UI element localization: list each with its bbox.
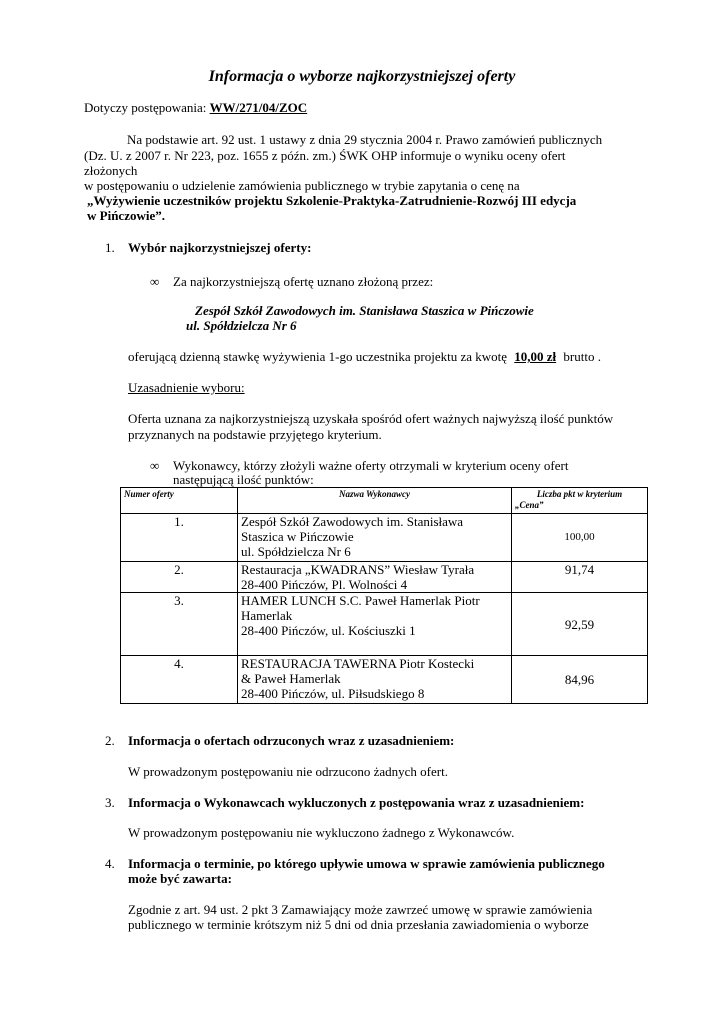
row-points: 92,59 <box>512 593 648 656</box>
price-value: 10,00 zł <box>514 349 557 364</box>
winner-address: ul. Spółdzielcza Nr 6 <box>186 318 297 333</box>
bullet-2-text-line-1: Wykonawcy, którzy złożyli ważne oferty otrzymali w kryterium oceny ofert <box>173 458 569 473</box>
section-1-heading: Wybór najkorzystniejszej oferty: <box>128 240 312 255</box>
section-2-number: 2. <box>105 733 115 748</box>
project-name-line-1: „Wyżywienie uczestników projektu Szkolenie-Praktyka-Zatrudnienie-Rozwój III edycja <box>87 193 577 208</box>
row-contractor-line-1: HAMER LUNCH S.C. Paweł Hamerlak Piotr <box>241 593 480 608</box>
price-prefix: oferującą dzienną stawkę wyżywienia 1-go uczestnika projektu za kwotę <box>128 349 508 364</box>
row-offer-number: 2. <box>121 562 238 593</box>
bullet-2-text-line-2: następującą ilość punktów: <box>173 472 314 487</box>
section-4-number: 4. <box>105 856 115 871</box>
row-contractor-line-2: 28-400 Pińczów, Pl. Wolności 4 <box>241 577 408 592</box>
row-offer-number: 1. <box>121 514 238 562</box>
header-points-line-1: Liczba pkt w kryterium <box>536 489 623 499</box>
row-contractor-line-3: ul. Spółdzielcza Nr 6 <box>241 544 351 559</box>
row-points: 84,96 <box>512 656 648 704</box>
table-row <box>121 593 648 656</box>
bullet-1-icon: ∞ <box>150 274 160 289</box>
winner-name: Zespół Szkół Zawodowych im. Stanisława Staszica w Pińczowie <box>195 303 534 318</box>
row-contractor-line-2: & Paweł Hamerlak <box>241 671 341 686</box>
justification-line-2: przyznanych na podstawie przyjętego kryterium. <box>128 427 382 442</box>
section-4-text-line-1: Zgodnie z art. 94 ust. 2 pkt 3 Zamawiający może zawrzeć umowę w sprawie zamówienia <box>128 902 593 917</box>
row-contractor-line-3: 28-400 Pińczów, ul. Kościuszki 1 <box>241 623 416 638</box>
section-3-heading: Informacja o Wykonawcach wykluczonych z postępowania wraz z uzasadnieniem: <box>128 795 585 810</box>
project-name-line-2: w Pińczowie”. <box>87 208 165 223</box>
bullet-1-text: Za najkorzystniejszą ofertę uznano złożoną przez: <box>173 274 434 289</box>
table-row <box>121 514 648 562</box>
table-header-row <box>121 488 648 514</box>
row-contractor <box>238 656 512 704</box>
row-offer-number: 4. <box>121 656 238 704</box>
header-offer-number: Numer oferty <box>121 488 238 514</box>
section-3-text: W prowadzonym postępowaniu nie wykluczono żadnego z Wykonawców. <box>128 825 515 840</box>
row-contractor-line-3: 28-400 Pińczów, ul. Piłsudskiego 8 <box>241 686 425 701</box>
table-row <box>121 656 648 704</box>
section-4-heading-line-2: może być zawarta: <box>128 871 232 886</box>
intro-line-2: (Dz. U. z 2007 r. Nr 223, poz. 1655 z późn. zm.) ŚWK OHP informuje o wyniku oceny ofert <box>84 148 566 163</box>
section-1-number: 1. <box>105 240 115 255</box>
justification-line-1: Oferta uznana za najkorzystniejszą uzyskała spośród ofert ważnych najwyższą ilość punktów <box>128 411 614 426</box>
reference-line <box>84 100 307 116</box>
row-contractor <box>238 562 512 593</box>
section-3-number: 3. <box>105 795 115 810</box>
bullet-2-icon: ∞ <box>150 458 160 473</box>
justification-label: Uzasadnienie wyboru: <box>128 380 245 395</box>
row-contractor-line-2: Staszica w Pińczowie <box>241 529 354 544</box>
row-contractor-line-2: Hamerlak <box>241 608 293 623</box>
row-offer-number: 3. <box>121 593 238 656</box>
header-contractor-name: Nazwa Wykonawcy <box>238 488 512 514</box>
row-contractor <box>238 593 512 656</box>
row-contractor-line-1: Restauracja „KWADRANS” Wiesław Tyrała <box>241 562 475 577</box>
section-2-text: W prowadzonym postępowaniu nie odrzucono żadnych ofert. <box>128 764 448 779</box>
section-2-heading: Informacja o ofertach odrzuconych wraz z uzasadnieniem: <box>128 733 455 748</box>
header-points-line-2: „Cena” <box>515 500 544 510</box>
price-line <box>128 349 601 365</box>
header-points <box>512 488 648 514</box>
section-4-heading-line-1: Informacja o terminie, po którego upływie umowa w sprawie zamówienia publicznego <box>128 856 605 871</box>
reference-label: Dotyczy postępowania: <box>84 100 207 115</box>
page-title: Informacja o wyborze najkorzystniejszej oferty <box>208 68 516 85</box>
reference-number: WW/271/04/ZOC <box>209 100 308 115</box>
row-contractor-line-1: Zespół Szkół Zawodowych im. Stanisława <box>241 514 464 529</box>
price-suffix: brutto . <box>563 349 601 364</box>
intro-line-1: Na podstawie art. 92 ust. 1 ustawy z dnia 29 stycznia 2004 r. Prawo zamówień publicznych <box>127 132 603 147</box>
intro-line-3: złożonych <box>84 163 138 178</box>
intro-line-4: w postępowaniu o udzielenie zamówienia publicznego w trybie zapytania o cenę na <box>84 178 520 193</box>
row-contractor <box>238 514 512 562</box>
row-points: 100,00 <box>512 514 648 562</box>
row-points: 91,74 <box>512 562 648 593</box>
row-contractor-line-1: RESTAURACJA TAWERNA Piotr Kostecki <box>241 656 475 671</box>
section-4-text-line-2: publicznego w terminie krótszym niż 5 dni od dnia przesłania zawiadomienia o wyborze <box>128 917 589 932</box>
table-row <box>121 562 648 593</box>
offers-table <box>120 487 648 704</box>
